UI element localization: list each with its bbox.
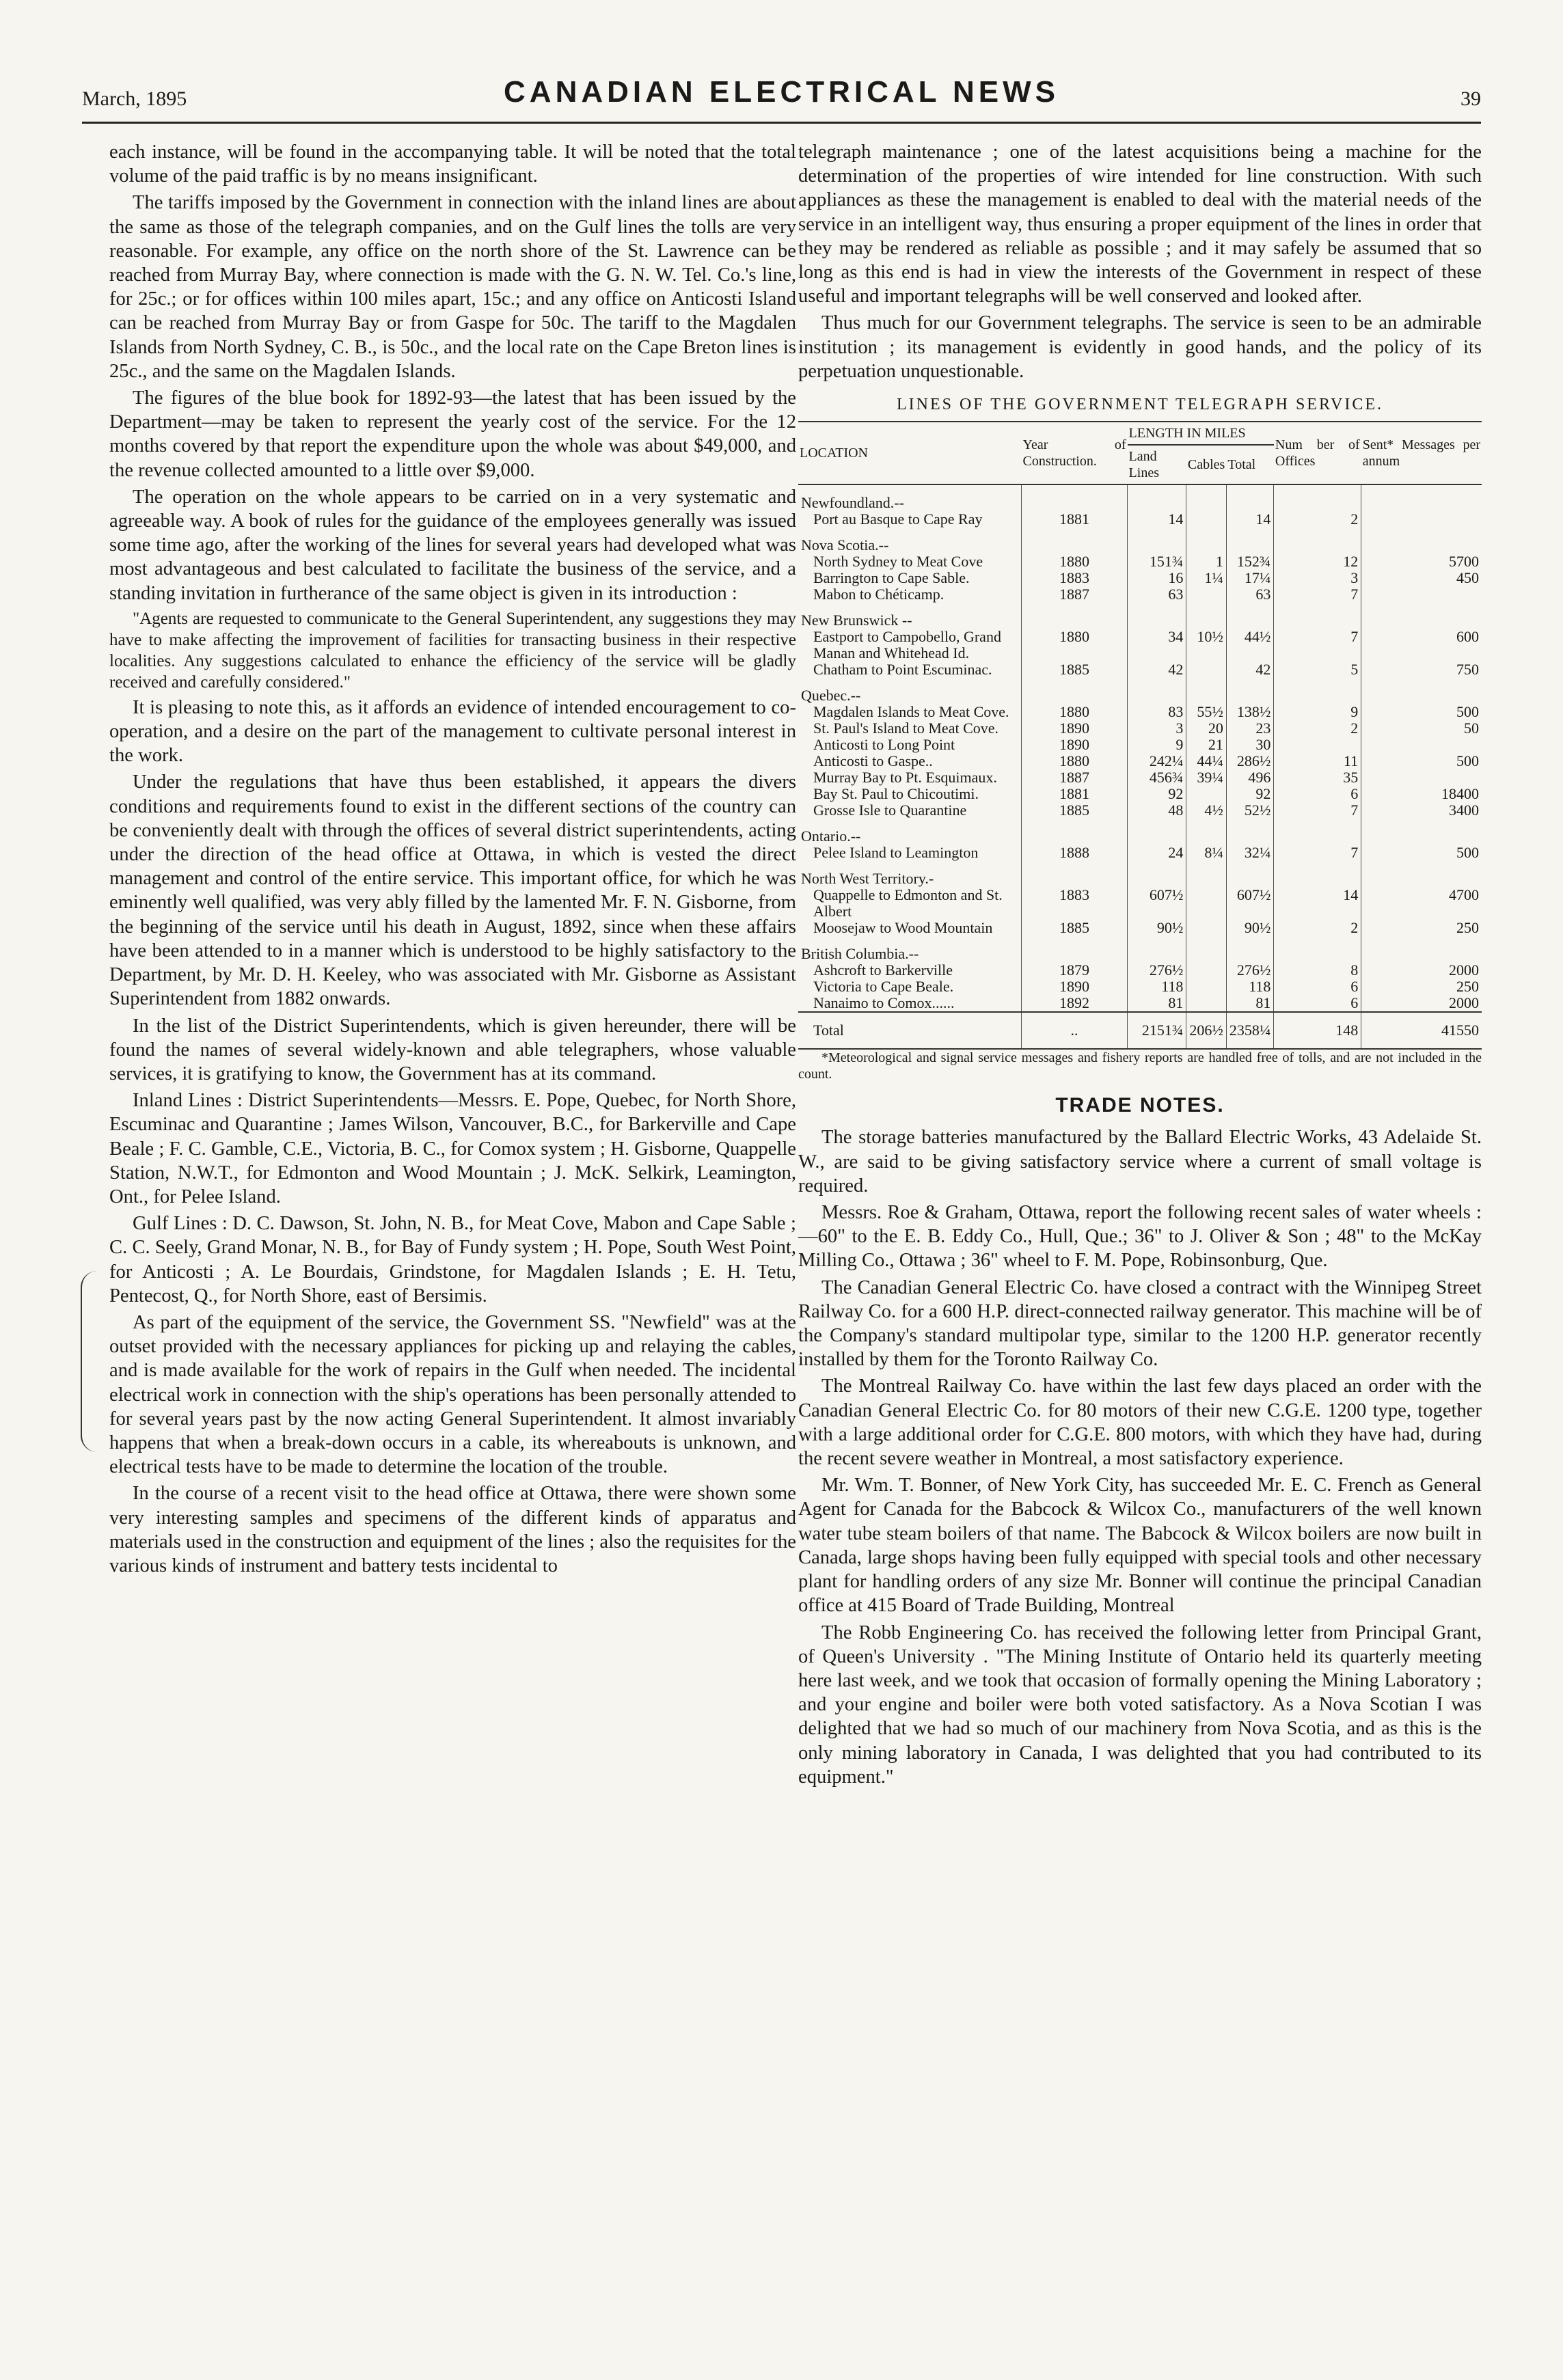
row-year: 1881 [1022, 786, 1128, 802]
row-total-miles: 23 [1226, 720, 1274, 737]
table-region-row [798, 819, 1482, 845]
empty-cell [1361, 936, 1482, 962]
row-offices: 8 [1274, 962, 1361, 979]
region-name: North West Territory.- [801, 870, 934, 888]
row-messages: 5700 [1361, 553, 1482, 570]
page-number: 39 [1460, 87, 1481, 110]
col-header-cables: Cables [1186, 445, 1227, 484]
col-header-year: Year of Construction. [1022, 422, 1128, 484]
table-row [798, 629, 1482, 661]
row-cable-miles: 10½ [1186, 629, 1227, 661]
row-land-miles: 607½ [1128, 887, 1186, 920]
row-location: Nanaimo to Comox...... [813, 994, 955, 1012]
row-offices: 2 [1274, 920, 1361, 936]
row-year: 1885 [1022, 920, 1128, 936]
row-land-miles: 24 [1128, 845, 1186, 861]
row-year: 1887 [1022, 586, 1128, 603]
row-year: 1880 [1022, 629, 1128, 661]
col-header-total: Total [1226, 445, 1274, 484]
row-offices: 7 [1274, 629, 1361, 661]
empty-cell [1022, 603, 1128, 629]
telegraph-lines-table [798, 421, 1482, 1050]
row-land-miles: 118 [1128, 979, 1186, 995]
row-offices [1274, 737, 1361, 753]
row-offices: 6 [1274, 995, 1361, 1012]
margin-bracket-mark [81, 1271, 97, 1452]
row-land-miles: 63 [1128, 586, 1186, 603]
paragraph: Thus much for our Government telegraphs. The service is seen to be an admirable institution ; its management is evidently in good hands, and the policy of its perpetuation unquestionable. [798, 312, 1482, 382]
region-name: Quebec.-- [801, 687, 861, 705]
table-row [798, 786, 1482, 802]
row-messages [1361, 737, 1482, 753]
row-year: 1881 [1022, 511, 1128, 528]
paragraph: Inland Lines : District Superintendents—Messrs. E. Pope, Quebec, for North Shore, Escuminac and Quarantine ; James Wilson, Vancouver, B.C., for Barkerville and Cape Beale ; F. C. Gamble, C.E., Victoria, B. C., for Comox system ; H. Gisborne, Quappelle Station, N.W.T., for Edmonton and Wood Mountain ; J. McK. Selkirk, Leamington, Ont., for Pelee Island. [109, 1090, 796, 1207]
row-total-miles: 138½ [1226, 704, 1274, 720]
row-cable-miles [1186, 586, 1227, 603]
paragraph: The storage batteries manufactured by the Ballard Electric Works, 43 Adelaide St. W., are said to be giving satisfactory service where a current of small voltage is required. [798, 1127, 1482, 1196]
row-year: 1879 [1022, 962, 1128, 979]
row-cable-miles: 1 [1186, 553, 1227, 570]
row-offices: 12 [1274, 553, 1361, 570]
total-messages: 41550 [1361, 1012, 1482, 1049]
row-year: 1890 [1022, 979, 1128, 995]
table-row [798, 920, 1482, 936]
region-name: Ontario.-- [801, 827, 861, 845]
row-messages: 18400 [1361, 786, 1482, 802]
row-location: Magdalen Islands to Meat Cove. [813, 703, 1009, 721]
table-row [798, 553, 1482, 570]
row-total-miles: 52½ [1226, 802, 1274, 819]
row-location: Anticosti to Long Point [813, 736, 955, 754]
row-offices: 7 [1274, 586, 1361, 603]
row-messages: 450 [1361, 570, 1482, 586]
empty-cell [1186, 678, 1227, 704]
total-land-miles: 2151¾ [1128, 1012, 1186, 1049]
masthead-title: CANADIAN ELECTRICAL NEWS [504, 75, 1059, 109]
empty-cell [1226, 819, 1274, 845]
row-messages: 500 [1361, 704, 1482, 720]
empty-cell [1186, 528, 1227, 553]
row-cable-miles: 55½ [1186, 704, 1227, 720]
paragraph: telegraph maintenance ; one of the latest acquisitions being a machine for the determination of the properties of wire intended for line construction. With such appliances as these the management is enabled to deal with the material needs of the service in an intelligent way, thus ensuring a proper equipment of the lines in order that they may be rendered as reliable as possible ; and it may safely be assumed that so long as this end is had in view the interests of the Government in respect of these useful and important telegraphs will be well conserved and looked after. [798, 141, 1482, 307]
table-region-row [798, 678, 1482, 704]
table-row [798, 720, 1482, 737]
row-location: St. Paul's Island to Meat Cove. [813, 720, 999, 737]
row-land-miles: 81 [1128, 995, 1186, 1012]
empty-cell [1226, 484, 1274, 511]
empty-cell [1022, 936, 1128, 962]
row-cable-miles [1186, 979, 1227, 995]
row-cable-miles: 39¼ [1186, 769, 1227, 786]
table-row [798, 887, 1482, 920]
table-row [798, 979, 1482, 995]
row-cable-miles: 21 [1186, 737, 1227, 753]
row-land-miles: 151¾ [1128, 553, 1186, 570]
paragraph: In the course of a recent visit to the head office at Ottawa, there were shown some very interesting samples and specimens of the different kinds of apparatus and materials used in the construction and equipment of the lines ; also the requisites for the various kinds of instrument and battery tests incidental to [109, 1483, 796, 1576]
row-messages [1361, 511, 1482, 528]
empty-cell [1274, 936, 1361, 962]
empty-cell [1226, 603, 1274, 629]
row-cable-miles: 20 [1186, 720, 1227, 737]
row-cable-miles: 4½ [1186, 802, 1227, 819]
row-cable-miles [1186, 887, 1227, 920]
empty-cell [1022, 528, 1128, 553]
total-offices: 148 [1274, 1012, 1361, 1049]
row-land-miles: 14 [1128, 511, 1186, 528]
row-total-miles: 276½ [1226, 962, 1274, 979]
empty-cell [1274, 528, 1361, 553]
row-year: 1880 [1022, 704, 1128, 720]
empty-cell [1022, 819, 1128, 845]
table-row [798, 704, 1482, 720]
empty-cell [1274, 678, 1361, 704]
paragraph: It is pleasing to note this, as it affords an evidence of intended encouragement to co-operation, and a desire on the part of the management to cultivate personal interest in the work. [109, 696, 796, 767]
header-rule [82, 122, 1481, 124]
row-messages: 600 [1361, 629, 1482, 661]
row-location: Barrington to Cape Sable. [813, 569, 970, 587]
empty-cell [1274, 603, 1361, 629]
row-location: Anticosti to Gaspe.. [813, 752, 933, 770]
table-region-row [798, 603, 1482, 629]
row-land-miles: 276½ [1128, 962, 1186, 979]
paragraph: each instance, will be found in the accompanying table. It will be noted that the total volume of the paid traffic is by no means insignificant. [109, 141, 796, 187]
empty-cell [1274, 861, 1361, 887]
row-offices: 11 [1274, 753, 1361, 769]
row-offices: 35 [1274, 769, 1361, 786]
right-column [798, 140, 1482, 1792]
row-land-miles: 48 [1128, 802, 1186, 819]
col-header-offices: Num ber of Offices [1274, 422, 1361, 484]
row-land-miles: 9 [1128, 737, 1186, 753]
table-row [798, 753, 1482, 769]
row-location: Murray Bay to Pt. Esquimaux. [813, 769, 997, 787]
trade-notes-heading: TRADE NOTES. [1055, 1094, 1225, 1117]
paragraph: Under the regulations that have thus been established, it appears the divers conditions and requirements found to exist in the different sections of the country can be conveniently dealt with through the offices of several district superintendents, acting under the direction of the head office at Ottawa, in which is vested the direct management and control of the entire service. This important office, for which he was eminently well qualified, was very ably filled by the lamented Mr. F. N. Gisborne, from the beginning of the service until his death in August, 1892, since when these affairs have been attended to in a manner which is understood to be highly satisfactory to the Department, by Mr. D. H. Keeley, who was associated with Mr. Gisborne as Assistant Superintendent from 1882 onwards. [109, 771, 796, 1010]
row-offices: 3 [1274, 570, 1361, 586]
row-location: Mabon to Chéticamp. [813, 586, 944, 603]
row-total-miles: 63 [1226, 586, 1274, 603]
empty-cell [1186, 484, 1227, 511]
region-name: New Brunswick -- [801, 612, 912, 629]
row-offices: 9 [1274, 704, 1361, 720]
row-messages: 500 [1361, 845, 1482, 861]
empty-cell [1128, 861, 1186, 887]
row-messages: 250 [1361, 979, 1482, 995]
empty-cell [1128, 819, 1186, 845]
empty-cell [1361, 603, 1482, 629]
table-body [798, 484, 1482, 1049]
row-location: Eastport to Campobello, Grand Manan and Whitehead Id. [813, 628, 1001, 662]
table-row [798, 586, 1482, 603]
region-name: British Columbia.-- [801, 945, 919, 963]
row-total-miles: 44½ [1226, 629, 1274, 661]
row-messages [1361, 586, 1482, 603]
row-total-miles: 42 [1226, 661, 1274, 678]
paragraph: The figures of the blue book for 1892-93—the latest that has been issued by the Department—may be taken to represent the yearly cost of the service. For the 12 months covered by that report the expenditure upon the whole was about $49,000, and the revenue collected amounted to a little over $9,000. [109, 387, 796, 481]
table-row [798, 511, 1482, 528]
total-miles: 2358¼ [1226, 1012, 1274, 1049]
row-offices: 7 [1274, 845, 1361, 861]
row-location: Grosse Isle to Quarantine [813, 802, 967, 819]
row-cable-miles [1186, 962, 1227, 979]
table-region-row [798, 484, 1482, 511]
empty-cell [1128, 678, 1186, 704]
row-offices: 6 [1274, 786, 1361, 802]
row-total-miles: 81 [1226, 995, 1274, 1012]
paragraph: The Montreal Railway Co. have within the last few days placed an order with the Canadian General Electric Co. for 80 motors of their new C.G.E. 1200 type, together with a large additional order for C.G.E. 800 motors, with which they have had, during the recent severe weather in Montreal, a most satisfactory experience. [798, 1376, 1482, 1470]
row-messages: 2000 [1361, 995, 1482, 1012]
empty-cell [1128, 528, 1186, 553]
empty-cell [1361, 861, 1482, 887]
row-land-miles: 83 [1128, 704, 1186, 720]
table-region-row [798, 528, 1482, 553]
page-header [82, 75, 1481, 116]
empty-cell [1226, 936, 1274, 962]
row-location: Bay St. Paul to Chicoutimi. [813, 785, 979, 803]
table-row [798, 802, 1482, 819]
table-row [798, 737, 1482, 753]
total-cable-miles: 206½ [1186, 1012, 1227, 1049]
row-year: 1888 [1022, 845, 1128, 861]
row-total-miles: 152¾ [1226, 553, 1274, 570]
row-offices: 6 [1274, 979, 1361, 995]
empty-cell [1186, 936, 1227, 962]
table-row [798, 995, 1482, 1012]
row-cable-miles [1186, 511, 1227, 528]
empty-cell [1128, 484, 1186, 511]
row-total-miles: 32¼ [1226, 845, 1274, 861]
row-total-miles: 118 [1226, 979, 1274, 995]
empty-cell [1022, 484, 1128, 511]
row-offices: 7 [1274, 802, 1361, 819]
row-total-miles: 17¼ [1226, 570, 1274, 586]
row-location: Chatham to Point Escuminac. [813, 661, 992, 679]
row-location: Pelee Island to Leamington [813, 844, 979, 862]
empty-cell [1186, 819, 1227, 845]
row-year: 1883 [1022, 887, 1128, 920]
row-messages [1361, 769, 1482, 786]
row-year: 1890 [1022, 737, 1128, 753]
empty-cell [1186, 603, 1227, 629]
table-region-row [798, 936, 1482, 962]
row-offices: 5 [1274, 661, 1361, 678]
table-row [798, 570, 1482, 586]
paragraph: The Canadian General Electric Co. have closed a contract with the Winnipeg Street Railway Co. for a 600 H.P. direct-connected railway generator. This machine will be of the Company's standard multipolar type, similar to the 1200 H.P. generator recently installed by them for the Toronto Railway Co. [798, 1276, 1482, 1371]
row-land-miles: 42 [1128, 661, 1186, 678]
row-cable-miles: 1¼ [1186, 570, 1227, 586]
table-title: LINES OF THE GOVERNMENT TELEGRAPH SERVICE. [896, 396, 1384, 414]
table-region-row [798, 861, 1482, 887]
row-total-miles: 607½ [1226, 887, 1274, 920]
empty-cell [1022, 861, 1128, 887]
row-offices: 2 [1274, 511, 1361, 528]
table-row [798, 845, 1482, 861]
empty-cell [1361, 528, 1482, 553]
col-header-land: Land Lines [1128, 445, 1186, 484]
empty-cell [1361, 678, 1482, 704]
empty-cell [1186, 861, 1227, 887]
row-offices: 14 [1274, 887, 1361, 920]
row-total-miles: 286½ [1226, 753, 1274, 769]
row-year: 1890 [1022, 720, 1128, 737]
row-land-miles: 16 [1128, 570, 1186, 586]
row-messages: 750 [1361, 661, 1482, 678]
total-dots: .. [1022, 1012, 1128, 1049]
paragraph: The Robb Engineering Co. has received the following letter from Principal Grant, of Queen's University . "The Mining Institute of Ontario held its quarterly meeting here last week, and we took that occasion of formally opening the Mining Laboratory ; and your engine and boiler were both voted satisfactory. As a Nova Scotian I was delighted that we had so much of our machinery from Nova Scotia, and as this is the only mining laboratory in Canada, I was delighted that you had contributed to its equipment." [798, 1622, 1482, 1788]
row-location: Quappelle to Edmonton and St. Albert [813, 886, 1003, 920]
col-header-length: LENGTH IN MILES [1128, 422, 1274, 445]
paragraph: Messrs. Roe & Graham, Ottawa, report the following recent sales of water wheels :—60" to the E. B. Eddy Co., Hull, Que.; 36" to J. Oliver & Son ; 48" to the McKay Milling Co., Ottawa ; 36" wheel to F. M. Pope, Robinsonburg, Que. [798, 1202, 1482, 1272]
row-messages: 500 [1361, 753, 1482, 769]
row-year: 1880 [1022, 753, 1128, 769]
table-row [798, 661, 1482, 678]
table-row [798, 962, 1482, 979]
row-location: Victoria to Cape Beale. [813, 978, 954, 996]
empty-cell [1274, 819, 1361, 845]
paragraph: The tariffs imposed by the Government in connection with the inland lines are about the same as those of the telegraph companies, and on the Gulf lines the tolls are very reasonable. For example, any office on the north shore of the St. Lawrence can be reached from Murray Bay, where connection is made with the G. N. W. Tel. Co.'s line, for 25c.; or for offices within 100 miles apart, 15c.; and any office on Anticosti Island can be reached from Murray Bay or from Gaspe for 50c. The tariff to the Magdalen Islands from North Sydney, C. B., is 50c., and the local rate on the Cape Breton lines is 25c., and the same on the Magdalen Islands. [109, 192, 796, 382]
empty-cell [1361, 819, 1482, 845]
row-total-miles: 90½ [1226, 920, 1274, 936]
col-header-messages: Sent* Messages per annum [1361, 422, 1482, 484]
empty-cell [1128, 603, 1186, 629]
row-total-miles: 30 [1226, 737, 1274, 753]
row-year: 1887 [1022, 769, 1128, 786]
row-land-miles: 3 [1128, 720, 1186, 737]
total-label: Total [798, 1012, 1022, 1049]
row-location: Ashcroft to Barkerville [813, 961, 953, 979]
row-year: 1885 [1022, 802, 1128, 819]
region-name: Newfoundland.-- [801, 494, 904, 512]
row-total-miles: 496 [1226, 769, 1274, 786]
row-messages: 250 [1361, 920, 1482, 936]
row-messages: 3400 [1361, 802, 1482, 819]
row-land-miles: 92 [1128, 786, 1186, 802]
row-cable-miles [1186, 995, 1227, 1012]
table-footnote: *Meteorological and signal service messages and fishery reports are handled free of tolls, and are not included in the count. [798, 1050, 1482, 1082]
row-year: 1885 [1022, 661, 1128, 678]
row-location: Port au Basque to Cape Ray [813, 510, 983, 528]
paragraph: Gulf Lines : D. C. Dawson, St. John, N. B., for Meat Cove, Mabon and Cape Sable ; C. C. Seely, Grand Monar, N. B., for Bay of Fundy system ; H. Pope, South West Point, for Anticosti ; A. Le Bourdais, Grindstone, for Magdalen Islands ; E. H. Tetu, Pentecost, Q., for North Shore, east of Bersimis. [109, 1213, 796, 1307]
row-location: North Sydney to Meat Cove [813, 553, 983, 571]
region-name: Nova Scotia.-- [801, 536, 889, 554]
row-year: 1892 [1022, 995, 1128, 1012]
row-cable-miles: 44¼ [1186, 753, 1227, 769]
row-cable-miles: 8¼ [1186, 845, 1227, 861]
rules-quote: "Agents are requested to communicate to the General Superintendent, any suggestions they may have to make affecting the improvement of facilities for transacting business in their respective localities. Any suggestions calculated to enhance the efficiency of the service will be gladly received and carefully considered." [109, 609, 796, 692]
row-year: 1883 [1022, 570, 1128, 586]
empty-cell [1226, 861, 1274, 887]
table-total-row [798, 1012, 1482, 1049]
empty-cell [1226, 528, 1274, 553]
paragraph: The operation on the whole appears to be carried on in a very systematic and agreeable way. A book of rules for the guidance of the employees generally was issued some time ago, after the working of the lines for several years had developed what was most advantageous and best calculated to facilitate the business of the service, and a standing invitation in furtherance of the same object is given in its introduction : [109, 486, 796, 604]
empty-cell [1361, 484, 1482, 511]
empty-cell [1274, 484, 1361, 511]
empty-cell [1226, 678, 1274, 704]
row-total-miles: 14 [1226, 511, 1274, 528]
row-location: Moosejaw to Wood Mountain [813, 919, 993, 937]
issue-date: March, 1895 [82, 87, 187, 110]
row-total-miles: 92 [1226, 786, 1274, 802]
row-cable-miles [1186, 786, 1227, 802]
row-land-miles: 242¼ [1128, 753, 1186, 769]
col-header-location: LOCATION [798, 422, 1022, 484]
left-column [109, 140, 796, 1581]
row-land-miles: 456¾ [1128, 769, 1186, 786]
table-row [798, 769, 1482, 786]
paragraph: In the list of the District Superintendents, which is given hereunder, there will be found the names of several widely-known and able telegraphers, whose valuable services, it is gratifying to know, the Government has at its command. [109, 1015, 796, 1084]
row-land-miles: 90½ [1128, 920, 1186, 936]
empty-cell [1128, 936, 1186, 962]
row-messages: 4700 [1361, 887, 1482, 920]
paragraph: As part of the equipment of the service, the Government SS. "Newfield" was at the outset provided with the necessary appliances for picking up and relaying the cables, and is made available for the work of repairs in the Gulf when needed. The incidental electrical work in connection with the ship's operations has been personally attended to for several years past by the now acting General Superintendent. It almost invariably happens that when a break-down occurs in a cable, its whereabouts is unknown, and electrical tests have to be made to determine the location of the trouble. [109, 1311, 796, 1478]
row-cable-miles [1186, 661, 1227, 678]
paragraph: Mr. Wm. T. Bonner, of New York City, has succeeded Mr. E. C. French as General Agent for Canada for the Babcock & Wilcox Co., manufacturers of the well known water tube steam boilers of that name. The Babcock & Wilcox boilers are now built in Canada, large shops having been fully equipped with special tools and other necessary plant for handling orders of any size Mr. Bonner will continue the principal Canadian office at 415 Board of Trade Building, Montreal [798, 1475, 1482, 1617]
row-messages: 50 [1361, 720, 1482, 737]
row-year: 1880 [1022, 553, 1128, 570]
row-messages: 2000 [1361, 962, 1482, 979]
row-cable-miles [1186, 920, 1227, 936]
empty-cell [1022, 678, 1128, 704]
row-offices: 2 [1274, 720, 1361, 737]
row-land-miles: 34 [1128, 629, 1186, 661]
